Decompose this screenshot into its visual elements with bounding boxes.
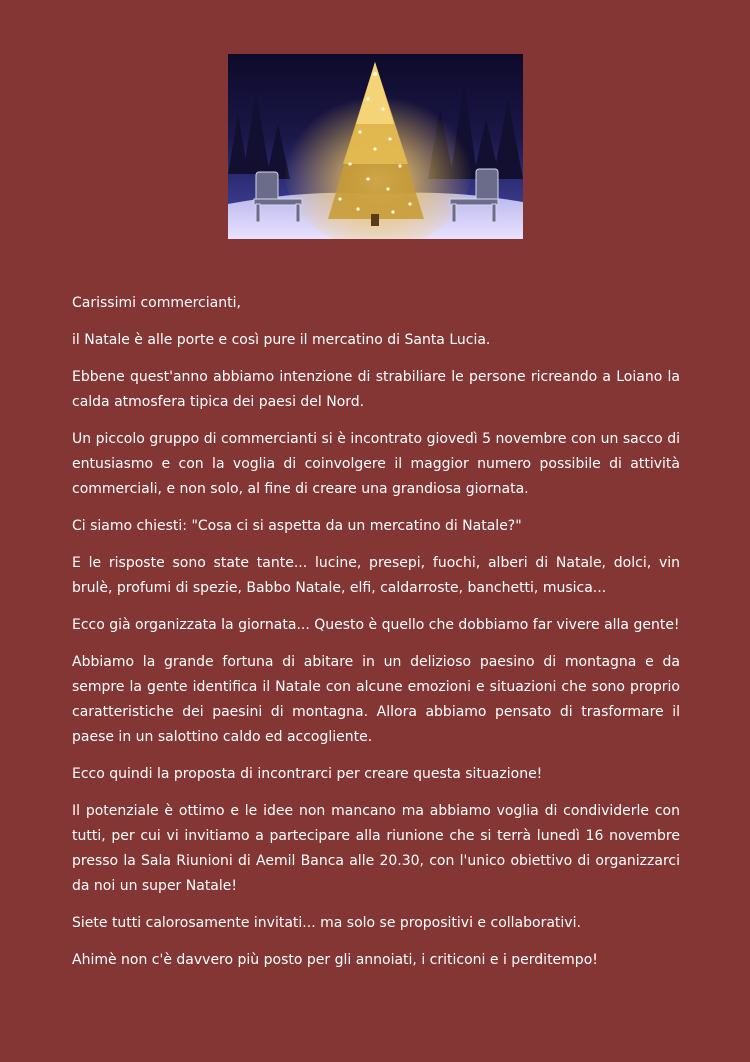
paragraph: Siete tutti calorosamente invitati... ma solo se propositivi e collaborativi. (72, 915, 581, 931)
letter-body (72, 291, 680, 985)
christmas-tree-image (228, 54, 523, 239)
paragraph: il Natale è alle porte e così pure il mercatino di Santa Lucia. (72, 332, 491, 348)
paragraph: Abbiamo la grande fortuna di abitare in un delizioso paesino di montagna e da sempre la gente identifica il Natale con alcune emozioni e situazioni che sono proprio caratteristiche dei paesini di montagna. Allora abbiamo pensato di trasformare il paese in un salottino caldo ed accogliente. (72, 654, 680, 745)
paragraph: E le risposte sono state tante... lucine, presepi, fuochi, alberi di Natale, dolci, vin brulè, profumi di spezie, Babbo Natale, elfi, caldarroste, banchetti, musica... (72, 555, 680, 596)
paragraph: Ebbene quest'anno abbiamo intenzione di strabiliare le persone ricreando a Loiano la calda atmosfera tipica dei paesi del Nord. (72, 369, 680, 410)
paragraph: Ci siamo chiesti: "Cosa ci si aspetta da un mercatino di Natale?" (72, 518, 522, 534)
christmas-tree-scene (228, 54, 523, 239)
greeting: Carissimi commercianti, (72, 295, 241, 311)
paragraph: Un piccolo gruppo di commercianti si è incontrato giovedì 5 novembre con un sacco di entusiasmo e con la voglia di coinvolgere il maggior numero possibile di attività commerciali, e non solo, al fine di creare una grandiosa giornata. (72, 431, 680, 497)
paragraph: Il potenziale è ottimo e le idee non mancano ma abbiamo voglia di condividerle con tutti, per cui vi invitiamo a partecipare alla riunione che si terrà lunedì 16 novembre presso la Sala Riunioni di Aemil Banca alle 20.30, con l'unico obiettivo di organizzarci da noi un super Natale! (72, 803, 680, 894)
paragraph: Ecco già organizzata la giornata... Questo è quello che dobbiamo far vivere alla gente! (72, 617, 680, 633)
paragraph: Ahimè non c'è davvero più posto per gli annoiati, i criticoni e i perditempo! (72, 952, 598, 968)
paragraph: Ecco quindi la proposta di incontrarci per creare questa situazione! (72, 766, 543, 782)
